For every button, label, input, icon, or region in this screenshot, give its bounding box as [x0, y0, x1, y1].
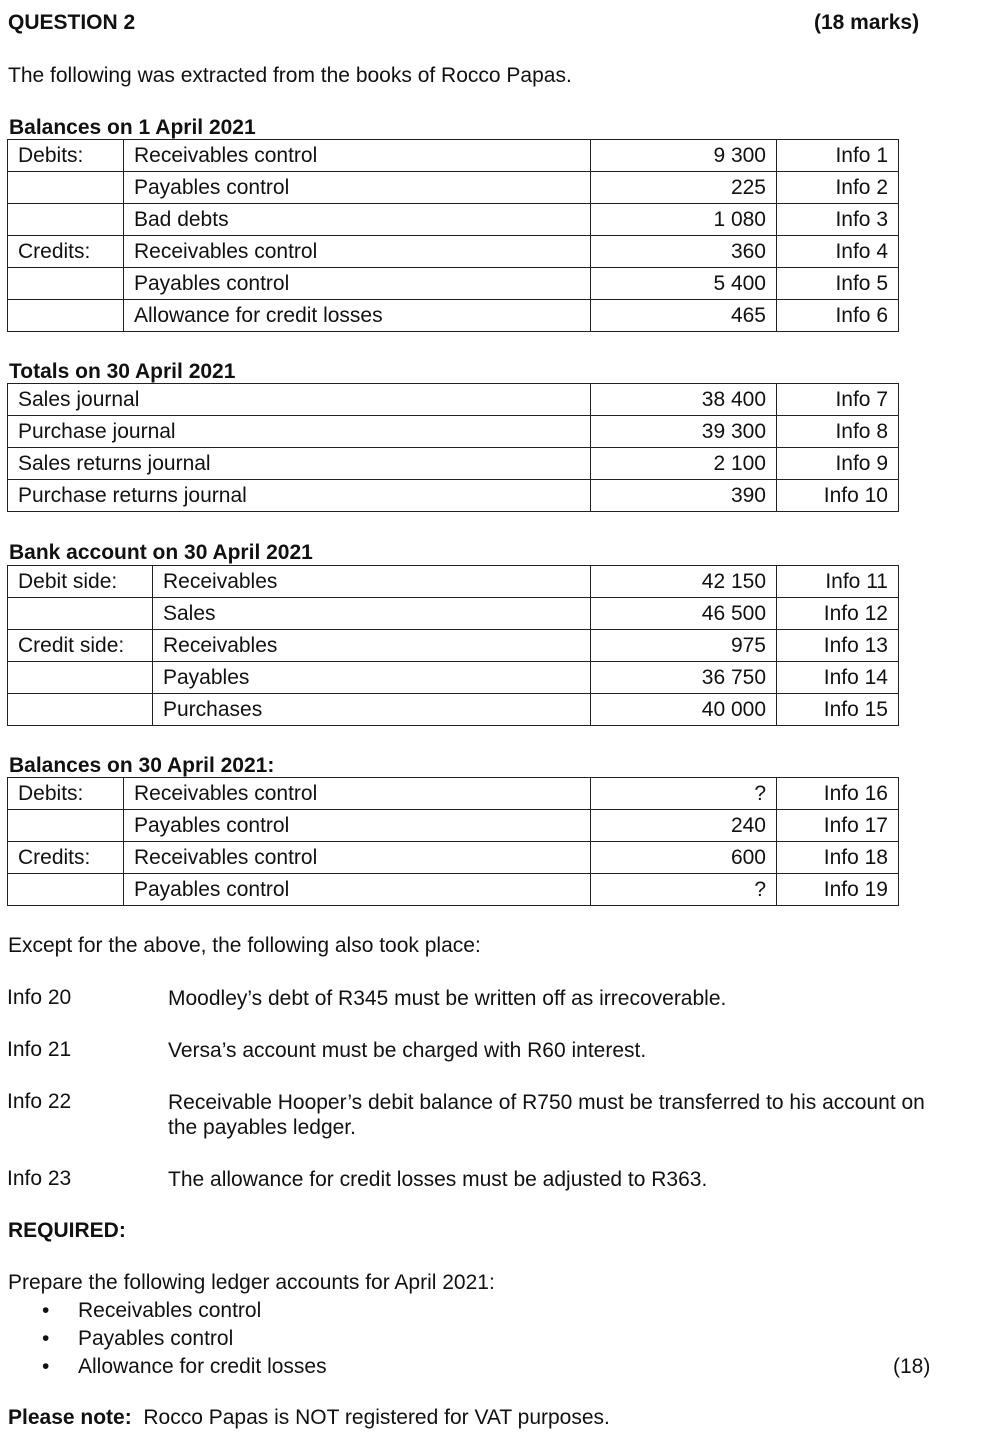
table-cell — [8, 810, 124, 842]
info-21-label: Info 21 — [7, 1038, 72, 1061]
table-cell: Info 10 — [777, 480, 899, 512]
table-row — [8, 236, 899, 268]
table-cell: Allowance for credit losses — [124, 300, 591, 332]
section1-table — [7, 139, 899, 332]
table-row — [8, 874, 899, 906]
table-cell: 240 — [591, 810, 777, 842]
table-row — [8, 448, 899, 480]
info-22-label: Info 22 — [7, 1090, 72, 1113]
info-20-text: Moodley’s debt of R345 must be written off as irrecoverable. — [168, 987, 727, 1010]
table-row — [8, 566, 899, 598]
table-cell: Info 16 — [777, 778, 899, 810]
required-instruction: Prepare the following ledger accounts for April 2021: — [8, 1271, 495, 1294]
intro-text: The following was extracted from the books of Rocco Papas. — [8, 64, 572, 87]
section4-table — [7, 777, 899, 906]
table-row — [8, 416, 899, 448]
table-row — [8, 140, 899, 172]
table-cell: Info 12 — [777, 598, 899, 630]
table-cell — [8, 694, 153, 726]
table-cell: 2 100 — [591, 448, 777, 480]
table-cell: Credits: — [8, 842, 124, 874]
table-row — [8, 268, 899, 300]
table-cell: ? — [591, 778, 777, 810]
table-row — [8, 842, 899, 874]
table-cell: Info 2 — [777, 172, 899, 204]
table-cell: Info 13 — [777, 630, 899, 662]
note — [8, 1406, 610, 1430]
table-cell: Payables — [153, 662, 591, 694]
table-cell: Bad debts — [124, 204, 591, 236]
table-cell: Info 8 — [777, 416, 899, 448]
table-cell: Info 18 — [777, 842, 899, 874]
table-cell: Info 9 — [777, 448, 899, 480]
table-row — [8, 810, 899, 842]
table-cell: 5 400 — [591, 268, 777, 300]
section2-heading: Totals on 30 April 2021 — [9, 360, 236, 383]
table-row — [8, 384, 899, 416]
table-cell — [8, 172, 124, 204]
table-cell: Debits: — [8, 140, 124, 172]
table-cell: 36 750 — [591, 662, 777, 694]
table-cell: 1 080 — [591, 204, 777, 236]
list-item: • Payables control — [40, 1325, 327, 1353]
table-cell: Credit side: — [8, 630, 153, 662]
table-cell: 38 400 — [591, 384, 777, 416]
table-row — [8, 662, 899, 694]
table-cell: 225 — [591, 172, 777, 204]
table-row — [8, 598, 899, 630]
table-cell: 46 500 — [591, 598, 777, 630]
table-cell: Purchase returns journal — [8, 480, 591, 512]
table-row — [8, 694, 899, 726]
table-row — [8, 630, 899, 662]
table-row — [8, 300, 899, 332]
table-cell: Info 6 — [777, 300, 899, 332]
table-cell: Info 15 — [777, 694, 899, 726]
table-cell: 975 — [591, 630, 777, 662]
table-cell: Payables control — [124, 874, 591, 906]
table-cell: Receivables — [153, 566, 591, 598]
table-cell — [8, 874, 124, 906]
section3-table — [7, 565, 899, 726]
table-cell — [8, 300, 124, 332]
info-23-text: The allowance for credit losses must be adjusted to R363. — [168, 1168, 708, 1191]
table-cell: Payables control — [124, 268, 591, 300]
question-marks: (18 marks) — [814, 11, 920, 34]
list-item: • Allowance for credit losses — [40, 1353, 327, 1381]
table-cell: Sales returns journal — [8, 448, 591, 480]
table-cell — [8, 662, 153, 694]
table-cell: 9 300 — [591, 140, 777, 172]
table-cell: Info 4 — [777, 236, 899, 268]
table-cell: Info 1 — [777, 140, 899, 172]
table-row — [8, 204, 899, 236]
table-cell: Info 7 — [777, 384, 899, 416]
table-cell: Receivables control — [124, 140, 591, 172]
table-cell: Payables control — [124, 172, 591, 204]
table-cell: Purchase journal — [8, 416, 591, 448]
table-cell: 360 — [591, 236, 777, 268]
table-cell: Receivables control — [124, 842, 591, 874]
table-cell: Receivables — [153, 630, 591, 662]
required-list — [40, 1297, 327, 1381]
table-cell: 390 — [591, 480, 777, 512]
section3-heading: Bank account on 30 April 2021 — [9, 541, 313, 564]
table-cell: Purchases — [153, 694, 591, 726]
table-cell: ? — [591, 874, 777, 906]
except-text: Except for the above, the following also took place: — [8, 934, 481, 957]
table-cell: 465 — [591, 300, 777, 332]
table-cell: Info 14 — [777, 662, 899, 694]
table-cell: Sales journal — [8, 384, 591, 416]
table-row — [8, 480, 899, 512]
table-cell: 42 150 — [591, 566, 777, 598]
table-cell: Sales — [153, 598, 591, 630]
note-text: Rocco Papas is NOT registered for VAT purposes. — [143, 1406, 610, 1429]
required-marks: (18) — [893, 1355, 931, 1378]
table-cell — [8, 598, 153, 630]
question-title: QUESTION 2 — [8, 11, 136, 34]
table-cell: Receivables control — [124, 236, 591, 268]
table-row — [8, 778, 899, 810]
table-cell: Payables control — [124, 810, 591, 842]
table-cell: Debit side: — [8, 566, 153, 598]
info-23-label: Info 23 — [7, 1167, 72, 1190]
section4-heading: Balances on 30 April 2021: — [9, 754, 275, 777]
table-cell: Info 5 — [777, 268, 899, 300]
table-cell: Credits: — [8, 236, 124, 268]
table-cell — [8, 268, 124, 300]
required-heading: REQUIRED: — [8, 1219, 126, 1242]
table-cell: Debits: — [8, 778, 124, 810]
info-20-label: Info 20 — [7, 986, 72, 1009]
info-21-text: Versa’s account must be charged with R60 interest. — [168, 1039, 647, 1062]
table-cell: 40 000 — [591, 694, 777, 726]
list-item: • Receivables control — [40, 1297, 327, 1325]
table-cell: Info 17 — [777, 810, 899, 842]
table-row — [8, 172, 899, 204]
table-cell — [8, 204, 124, 236]
table-cell: Receivables control — [124, 778, 591, 810]
table-cell: Info 19 — [777, 874, 899, 906]
section2-table — [7, 383, 899, 512]
section1-heading: Balances on 1 April 2021 — [9, 116, 256, 139]
table-cell: 600 — [591, 842, 777, 874]
table-cell: Info 3 — [777, 204, 899, 236]
info-22-text: Receivable Hooper’s debit balance of R750 must be transferred to his account on the payables ledger. — [168, 1091, 925, 1139]
table-cell: Info 11 — [777, 566, 899, 598]
note-label: Please note: — [8, 1406, 132, 1429]
table-cell: 39 300 — [591, 416, 777, 448]
